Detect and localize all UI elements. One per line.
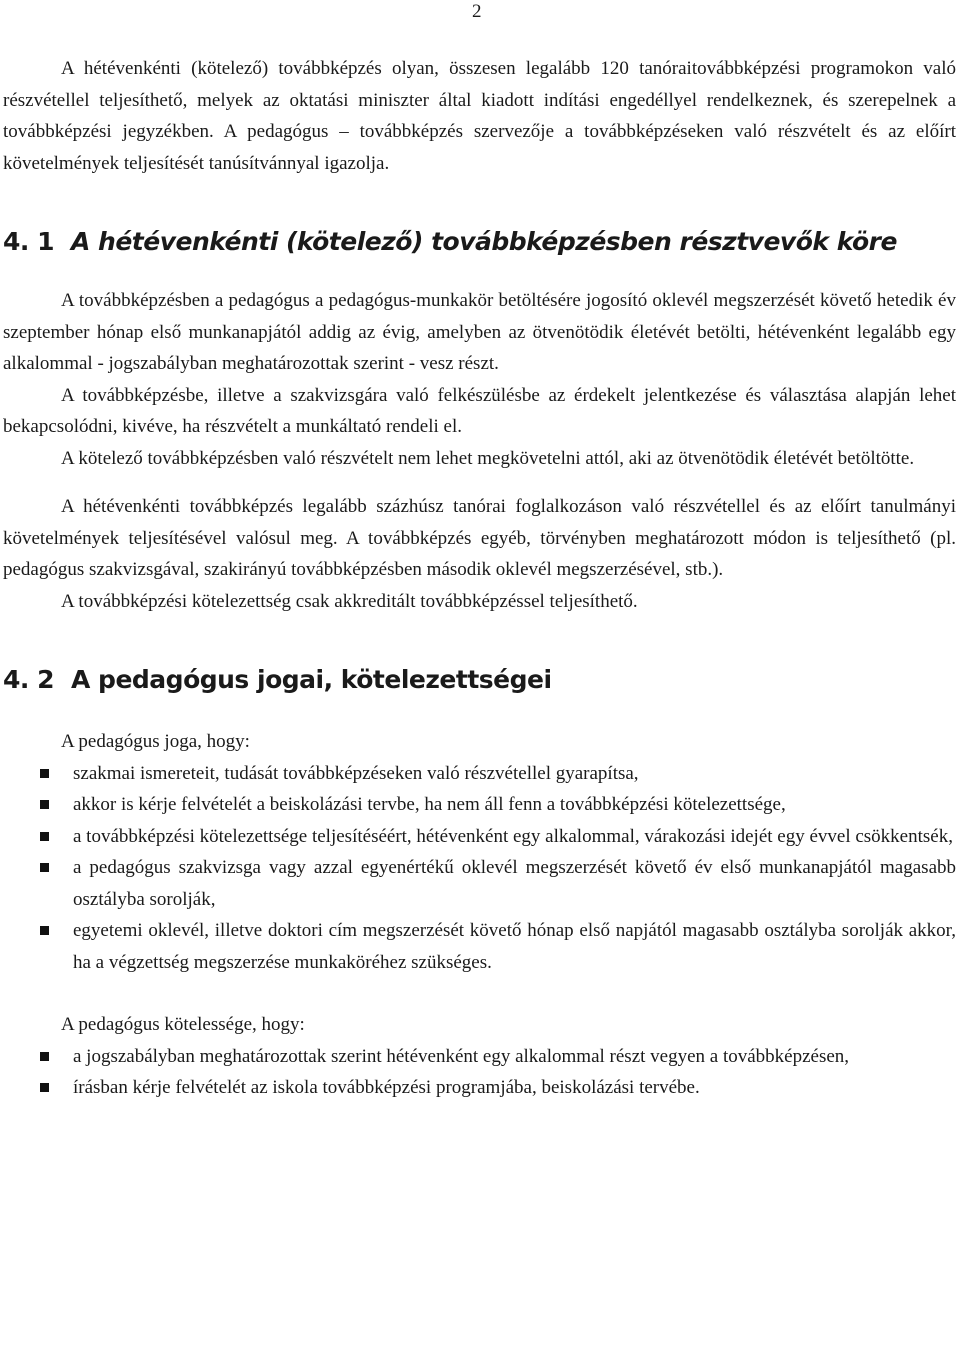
section-title: A hétévenkénti (kötelező) továbbképzésben résztvevők köre — [71, 227, 897, 256]
list-item: a jogszabályban meghatározottak szerint hétévenként egy alkalommal részt vegyen a továbbképzésen, — [3, 1041, 956, 1073]
document-body — [3, 53, 956, 1104]
section-number: 4. 1 — [3, 227, 54, 256]
section-number: 4. 2 — [3, 665, 54, 694]
square-bullet-icon — [40, 926, 49, 935]
intro-paragraph: A hétévenkénti (kötelező) továbbképzés olyan, összesen legalább 120 tanóraitovábbképzési programokon való részvétellel teljesíthető, melyek az oktatási miniszter által kiadott indítási engedéllyel rendelkeznek, és szerepelnek a továbbképzési jegyzékben. A pedagógus – továbbképzés szervezője a továbbképzéseken való részvételt és az előírt követelmények teljesítését tanúsítvánnyal igazolja. — [3, 58, 956, 174]
square-bullet-icon — [40, 1052, 49, 1061]
paragraph: A továbbképzési kötelezettség csak akkreditált továbbképzéssel teljesíthető. — [61, 590, 638, 612]
page-number: 2 — [472, 1, 482, 22]
list-item: a pedagógus szakvizsga vagy azzal egyenértékű oklevél megszerzését követő év első munkanapjától magasabb osztályba sorolják, — [3, 852, 956, 915]
list-item: egyetemi oklevél, illetve doktori cím megszerzését követő hónap első napjától magasabb osztályba sorolják akkor, ha a végzettség megszerzése munkaköréhez szükséges. — [3, 915, 956, 978]
section-4-1-heading — [3, 226, 956, 257]
paragraph: A kötelező továbbképzésben való részvételt nem lehet megkövetelni attól, aki az ötvenötödik életévét betöltötte. — [61, 447, 915, 469]
square-bullet-icon — [40, 800, 49, 809]
duties-list — [3, 1041, 956, 1104]
paragraph: A továbbképzésbe, illetve a szakvizsgára való felkészülésbe az érdekelt jelentkezése és választása alapján lehet bekapcsolódni, kivéve, ha részvételt a munkáltató rendeli el. — [3, 384, 956, 437]
duties-intro: A pedagógus kötelessége, hogy: — [61, 1014, 305, 1035]
rights-intro: A pedagógus joga, hogy: — [61, 731, 250, 752]
section-4-2-heading — [3, 664, 956, 695]
list-item: akkor is kérje felvételét a beiskolázási tervbe, ha nem áll fenn a továbbképzési kötelezettsége, — [3, 789, 956, 821]
list-item: szakmai ismereteit, tudását továbbképzéseken való részvétellel gyarapítsa, — [3, 758, 956, 790]
square-bullet-icon — [40, 863, 49, 872]
square-bullet-icon — [40, 769, 49, 778]
paragraph: A hétévenkénti továbbképzés legalább százhúsz tanórai foglalkozáson való részvétellel és az előírt tanulmányi követelmények teljesítésével valósul meg. A továbbképzés egyéb, törvényben meghatározott módon is teljesíthető (pl. pedagógus szakvizsgával, szakirányú továbbképzésben második oklevél megszerzésével, stb.). — [3, 496, 956, 580]
list-item: a továbbképzési kötelezettsége teljesítéséért, hétévenként egy alkalommal, várakozási idejét egy évvel csökkentsék, — [3, 821, 956, 853]
rights-list — [3, 758, 956, 979]
square-bullet-icon — [40, 1083, 49, 1092]
list-item: írásban kérje felvételét az iskola továbbképzési programjába, beiskolázási tervébe. — [3, 1072, 956, 1104]
square-bullet-icon — [40, 832, 49, 841]
section-title: A pedagógus jogai, kötelezettségei — [71, 665, 552, 694]
paragraph: A továbbképzésben a pedagógus a pedagógus-munkakör betöltésére jogosító oklevél megszerzését követő hetedik év szeptember hónap első munkanapjától addig az évig, amelyben az ötvenötödik életévét betölti, hétévenként legalább egy alkalommal - jogszabályban meghatározottak szerint - vesz részt. — [3, 290, 956, 374]
